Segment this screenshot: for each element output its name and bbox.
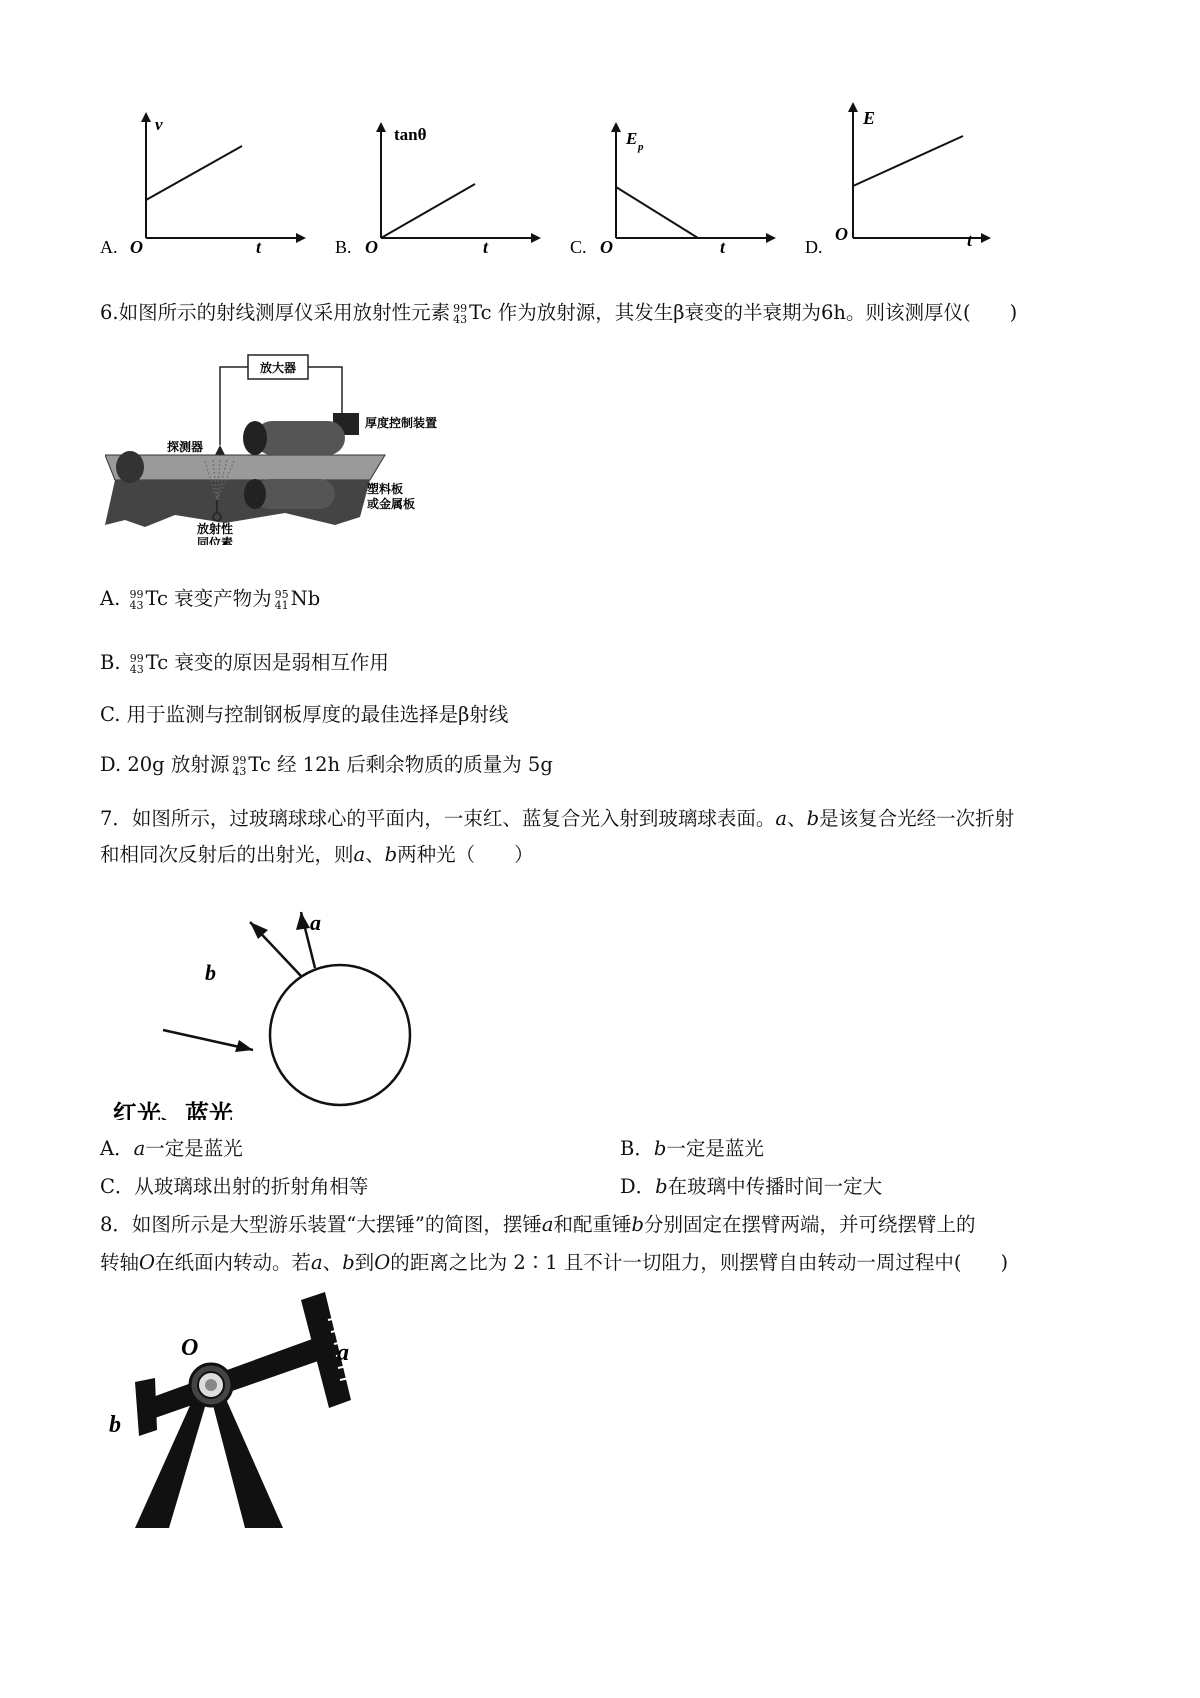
q5-graph-a [100,110,310,260]
pivot-label: O [181,1335,199,1361]
y-arrow [376,122,386,132]
plate-label-2: 或金属板 [367,497,416,511]
x-label: t [967,230,973,250]
source-label-2: 同位素 [197,536,234,545]
glass-ball [270,965,410,1105]
option-letter: D. [805,237,823,257]
ray-a-label: a [310,910,321,935]
nuclide-nb: 95 41 [274,587,289,612]
y-label: v [155,115,163,134]
q8-stem-line2: 转轴O在纸面内转动。若a、b到O的距离之比为 2∶1 且不计一切阻力，则摆臂自由转动一周过程中( ) [100,1251,1009,1274]
graph-a-svg [100,110,310,260]
y-arrow [848,102,858,112]
graph-c-svg [570,110,780,260]
x-label: t [720,237,726,257]
nuclide-tc: 99 43 [129,587,144,612]
bottom-roller-end [244,479,266,509]
ray-a-arrow [296,912,310,930]
ray-b-label: b [205,960,216,985]
x-arrow [531,233,541,243]
y-label-sub: p [638,141,644,153]
nuclide-tc: 99 43 [232,753,247,778]
x-label: t [483,237,489,257]
glass-ball-svg [105,890,425,1120]
q5-graph-c [570,110,780,260]
control-label: 厚度控制装置 [365,416,438,430]
q6-stem [100,294,1017,332]
source-label-1: 放射性 [197,522,234,536]
q7-option-a: A．a一定是蓝光 [100,1137,243,1160]
q7-stem-line2: 和相同次反射后的出射光，则a、b两种光（ ） [100,843,534,866]
hammer-label: a [337,1340,349,1366]
graph-line [146,146,242,200]
y-arrow [611,122,621,132]
top-roller-end [243,421,267,455]
origin-label: O [835,224,848,244]
nuclide-tc: 99 43 [453,301,468,326]
x-arrow [981,233,991,243]
plate [105,455,385,480]
origin-label: O [600,237,613,257]
pivot-axle [205,1379,217,1391]
counter-label: b [109,1412,121,1438]
q6-option-b: B. 99 43 Tc 衰变的原因是弱相互作用 [100,651,389,676]
y-arrow [141,112,151,122]
plate-label-1: 塑料板 [367,482,404,496]
q8-figure [105,1290,405,1540]
swing-arm [150,1338,321,1418]
x-arrow [296,233,306,243]
x-label: t [256,237,262,257]
q7-figure [105,890,425,1120]
q8-stem-line1: 8．如图所示是大型游乐装置“大摆锤”的简图，摆锤a和配重锤b分别固定在摆臂两端，并可绕摆臂上的 [100,1213,976,1236]
graph-line [381,184,475,238]
top-roller [255,421,345,455]
q7-option-b: B．b一定是蓝光 [620,1137,764,1160]
y-label: E [626,129,638,148]
detector-label: 探测器 [167,440,204,454]
origin-label: O [130,237,143,257]
nuclide-tc: 99 43 [129,651,144,676]
left-roller [116,451,144,483]
bottom-roller [255,479,335,509]
q7-option-d: D．b在玻璃中传播时间一定大 [620,1175,883,1198]
right-leg [209,1390,283,1528]
counterweight-b [135,1378,157,1436]
option-letter: C. [570,237,587,257]
x-arrow [766,233,776,243]
pendulum-hammer-svg [105,1290,405,1540]
graph-d-svg [805,100,1095,260]
y-label: tanθ [394,125,427,144]
wire-right [308,367,342,415]
q6-stem-pre: 6.如图所示的射线测厚仪采用放射性元素 [100,301,451,324]
incident-arrow [235,1040,253,1052]
thickness-gauge-svg [105,345,505,545]
option-letter: B. [335,237,352,257]
y-label: E [863,108,876,128]
q7-stem-line1: 7．如图所示，过玻璃球球心的平面内，一束红、蓝复合光入射到玻璃球表面。a、b是该复合光经一次折射 [100,807,1015,830]
q5-graph-b [335,110,545,260]
q6-option-d: D. 20g 放射源 99 43 Tc 经 12h 后剩余物质的质量为 5g [100,753,553,778]
graph-line [616,187,698,238]
graph-b-svg [335,110,545,260]
q6-stem-post: 作为放射源，其发生β衰变的半衰期为6h。则该测厚仪( ) [497,301,1018,324]
q7-option-c: C．从玻璃球出射的折射角相等 [100,1175,369,1198]
q5-graph-d [805,100,1095,260]
origin-label: O [365,237,378,257]
graph-line [853,136,963,186]
nuclide-symbol: Tc [469,301,492,324]
incident-label: 红光、蓝光 [113,1102,233,1120]
q6-option-c: C. 用于监测与控制钢板厚度的最佳选择是β射线 [100,703,509,726]
amplifier-label: 放大器 [259,361,297,375]
option-letter: A. [100,237,118,257]
q6-option-a: A. 99 43 Tc 衰变产物为 95 41 Nb [100,587,321,612]
q6-figure [105,345,505,545]
